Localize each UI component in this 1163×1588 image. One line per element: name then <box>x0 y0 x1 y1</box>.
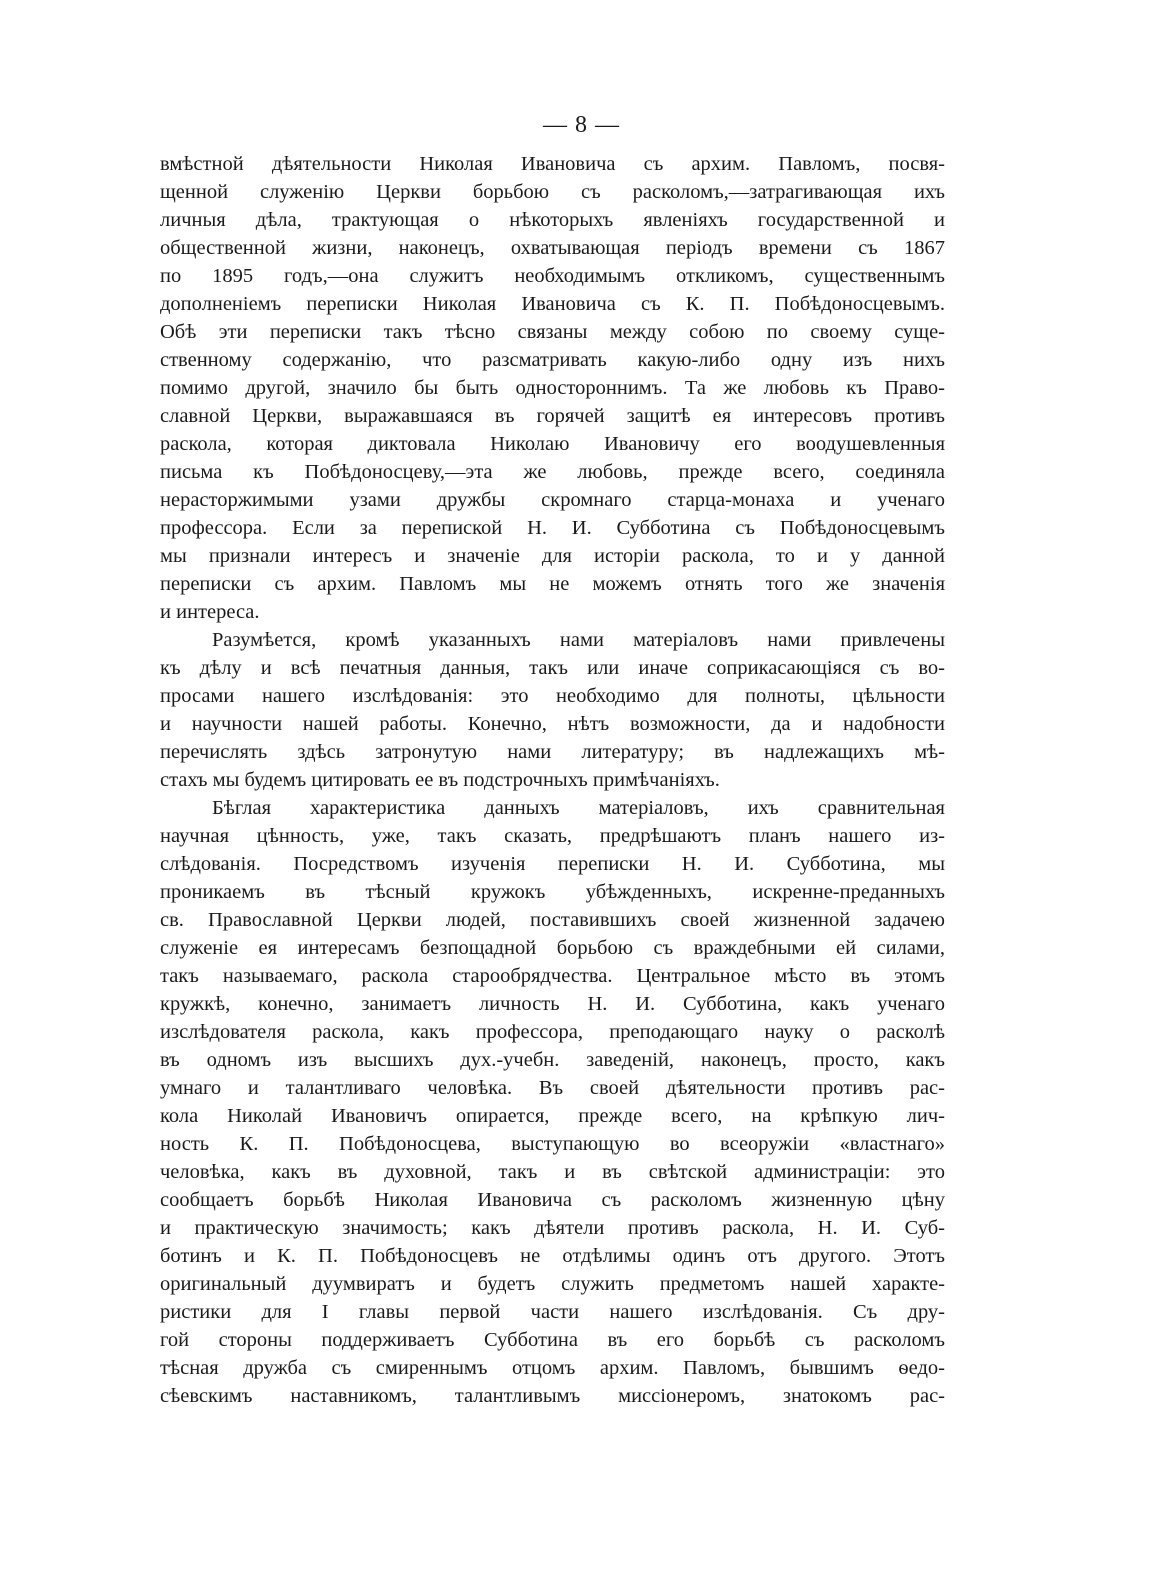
text-line: ристики для I главы первой части нашего изслѣдованiя. Съ дру- <box>160 1301 945 1323</box>
text-line: переписки съ архим. Павломъ мы не можемъ отнять того же значенiя <box>160 573 945 595</box>
text-line: гой стороны поддерживаетъ Субботина въ его борьбѣ съ расколомъ <box>160 1329 945 1351</box>
text-line: просами нашего изслѣдованiя: это необходимо для полноты, цѣльности <box>160 685 945 707</box>
text-line: служенiе ея интересамъ безпощадной борьбою съ враждебными ей силами, <box>160 937 945 959</box>
text-line: изслѣдователя раскола, какъ профессора, преподающаго науку о расколѣ <box>160 1021 945 1043</box>
text-line: и практическую значимость; какъ дѣятели противъ раскола, Н. И. Суб- <box>160 1217 945 1239</box>
text-line: къ дѣлу и всѣ печатныя данныя, такъ или иначе соприкасающiяся съ во- <box>160 657 945 679</box>
text-line: и научности нашей работы. Конечно, нѣтъ возможности, да и надобности <box>160 713 945 735</box>
text-line: Бѣглая характеристика данныхъ матерiаловъ, ихъ сравнительная <box>212 797 945 819</box>
text-line: помимо другой, значило бы быть одностороннимъ. Та же любовь къ Право- <box>160 377 945 399</box>
text-line: мы признали интересъ и значенiе для исторiи раскола, то и у данной <box>160 545 945 567</box>
text-line: нерасторжимыми узами дружбы скромнаго старца-монаха и ученаго <box>160 489 945 511</box>
text-line: слѣдованiя. Посредствомъ изученiя переписки Н. И. Субботина, мы <box>160 853 945 875</box>
text-line: оригинальный дуумвиратъ и будетъ служить предметомъ нашей характе- <box>160 1273 945 1295</box>
body-text <box>160 150 945 1410</box>
text-line: письма къ Побѣдоносцеву,—эта же любовь, прежде всего, соединяла <box>160 461 945 483</box>
text-line: ботинъ и К. П. Побѣдоносцевъ не отдѣлимы одинъ отъ другого. Этотъ <box>160 1245 945 1267</box>
text-line: кружкѣ, конечно, занимаетъ личность Н. И. Субботина, какъ ученаго <box>160 993 945 1015</box>
text-line: вмѣстной дѣятельности Николая Ивановича съ архим. Павломъ, посвя- <box>160 153 945 175</box>
text-line: сѣевскимъ наставникомъ, талантливымъ миссiонеромъ, знатокомъ рас- <box>160 1385 945 1407</box>
text-line: Обѣ эти переписки такъ тѣсно связаны между собою по своему суще- <box>160 321 945 343</box>
text-line: дополненiемъ переписки Николая Ивановича съ К. П. Побѣдоносцевымъ. <box>160 293 945 315</box>
text-line: ственному содержанiю, что разсматривать какую-либо одну изъ нихъ <box>160 349 945 371</box>
text-line: щенной служенiю Церкви борьбою съ расколомъ,—затрагивающая ихъ <box>160 181 945 203</box>
text-line: св. Православной Церкви людей, поставившихъ своей жизненной задачею <box>160 909 945 931</box>
text-line: общественной жизни, наконецъ, охватывающая перiодъ времени съ 1867 <box>160 237 945 259</box>
text-line: Разумѣется, кромѣ указанныхъ нами матерiаловъ нами привлечены <box>212 629 945 651</box>
text-line: проникаемъ въ тѣсный кружокъ убѣжденныхъ, искренне-преданныхъ <box>160 881 945 903</box>
text-line: въ одномъ изъ высшихъ дух.-учебн. заведенiй, наконецъ, просто, какъ <box>160 1049 945 1071</box>
text-line: личныя дѣла, трактующая о нѣкоторыхъ явленiяхъ государственной и <box>160 209 945 231</box>
text-line: сообщаетъ борьбѣ Николая Ивановича съ расколомъ жизненную цѣну <box>160 1189 945 1211</box>
text-line: умнаго и талантливаго человѣка. Въ своей дѣятельности противъ рас- <box>160 1077 945 1099</box>
text-line: кола Николай Ивановичъ опирается, прежде всего, на крѣпкую лич- <box>160 1105 945 1127</box>
text-line: и интереса. <box>160 601 260 623</box>
text-line: перечислять здѣсь затронутую нами литературу; въ надлежащихъ мѣ- <box>160 741 945 763</box>
text-line: ность К. П. Побѣдоносцева, выступающую во всеоружiи «властнаго» <box>160 1133 945 1155</box>
text-line: раскола, которая диктовала Николаю Ивановичу его воодушевленныя <box>160 433 945 455</box>
text-line: человѣка, какъ въ духовной, такъ и въ свѣтской администрацiи: это <box>160 1161 945 1183</box>
text-line: тѣсная дружба съ смиреннымъ отцомъ архим. Павломъ, бывшимъ ѳедо- <box>160 1357 945 1379</box>
page-number: — 8 — <box>543 112 620 138</box>
text-line: профессора. Если за перепиской Н. И. Субботина съ Побѣдоносцевымъ <box>160 517 945 539</box>
text-line: славной Церкви, выражавшаяся въ горячей защитѣ ея интересовъ противъ <box>160 405 945 427</box>
text-line: научная цѣнность, уже, такъ сказать, предрѣшаютъ планъ нашего из- <box>160 825 945 847</box>
text-line: такъ называемаго, раскола старообрядчества. Центральное мѣсто въ этомъ <box>160 965 945 987</box>
text-line: стахъ мы будемъ цитировать ее въ подстрочныхъ примѣчанiяхъ. <box>160 769 720 791</box>
text-line: по 1895 годъ,—она служитъ необходимымъ откликомъ, существеннымъ <box>160 265 945 287</box>
